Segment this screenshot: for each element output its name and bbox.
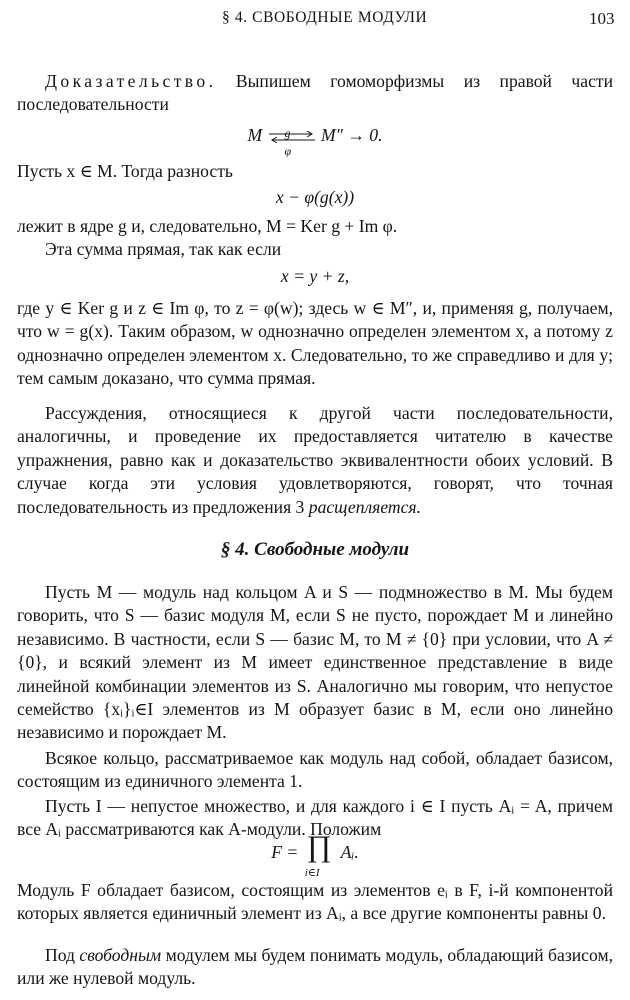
body-paragraph-4: Модуль F обладает базисом, состоящим из элементов eᵢ в F, i-й компонентой которых является единичный элемент из Aᵢ, а все другие компоненты равны 0. [17,880,613,924]
proof-paragraph-5-text: Рассуждения, относящиеся к другой части последовательности, аналогичны, и проведение их предоставляется читателю в качестве упражнения, равно как и доказательство эквивалентности обоих условий. В случае когда эти условия удовлетворяются, говорят, что точная последовательность из предложения 3 [17,403,613,517]
body-paragraph-5-start: Под [45,945,80,965]
let-x-line: Пусть x ∈ M. Тогда разность [17,161,233,181]
direct-sum-line: Эта сумма прямая, так как если [45,239,282,259]
formula-m: M [247,125,263,145]
section-title: § 4. Свободные модули [220,539,410,560]
product-symbol [303,830,337,879]
formula-exact-sequence [0,124,630,158]
body-paragraph-3: Пусть I — непустое множество, и для каждого i ∈ I пусть Aᵢ = A, причем все Aᵢ рассматриваются как A-модули. Положим [17,796,613,840]
body-paragraph-5 [17,944,613,991]
free-term: свободным [79,945,162,965]
double-arrow-icon [267,131,317,143]
formula-product [0,830,630,879]
split-arrows [267,125,317,158]
arrow-label-phi: φ [284,143,292,158]
formula-f-equals: F = [271,842,299,863]
running-header: § 4. СВОБОДНЫЕ МОДУЛИ [222,9,428,26]
splits-term: расщепляется. [308,496,422,517]
formula-a-i: Aᵢ. [340,842,359,863]
formula-sum: x = y + z, [280,266,350,286]
body-paragraph-5-end: модулем мы будем понимать модуль, обладающий базисом, или же нулевой модуль. [17,945,613,989]
proof-intro [17,70,613,117]
product-index: i∈I [304,867,320,879]
proof-paragraph-4: где y ∈ Ker g и z ∈ Im φ, то z = φ(w); здесь w ∈ M″, и, применяя g, получаем, что w = g(x). Таким образом, w однозначно определен элементом x, а потому z однозначно определен элементом x. Следовательно, то же справедливо и для y; тем самым доказано, что сумма прямая. [17,298,613,389]
proof-paragraph-5 [17,402,613,519]
body-paragraph-1: Пусть M — модуль над кольцом A и S — подмножество в M. Мы будем говорить, что S — базис модуля M, если S не пусто, порождает M и линейно независимо. В частности, если S — базис M, то M ≠ {0} при условии, что A ≠ {0}, и всякий элемент из M имеет единственное представление в виде линейной комбинации элементов из S. Аналогично мы говорим, что непустое семейство {xᵢ}ᵢ∈I элементов из M образует базис в M, если оно линейно независимо и порождает M. [17,582,613,743]
kernel-line: лежит в ядре g и, следовательно, M = Ker g + Im φ. [17,216,398,236]
proof-label: Доказательство. [45,71,217,91]
product-sign: ∏ [306,830,332,863]
formula-m-double-prime: M″ → 0. [320,125,383,145]
proof-intro-text: Выпишем гомоморфизмы из правой части последовательности [17,71,614,115]
formula-difference: x − φ(g(x)) [275,187,355,207]
arrow-label-g: g [284,125,291,140]
page-number: 103 [589,9,615,28]
body-paragraph-2: Всякое кольцо, рассматриваемое как модуль над собой, обладает базисом, состоящим из единичного элемента 1. [17,748,613,792]
